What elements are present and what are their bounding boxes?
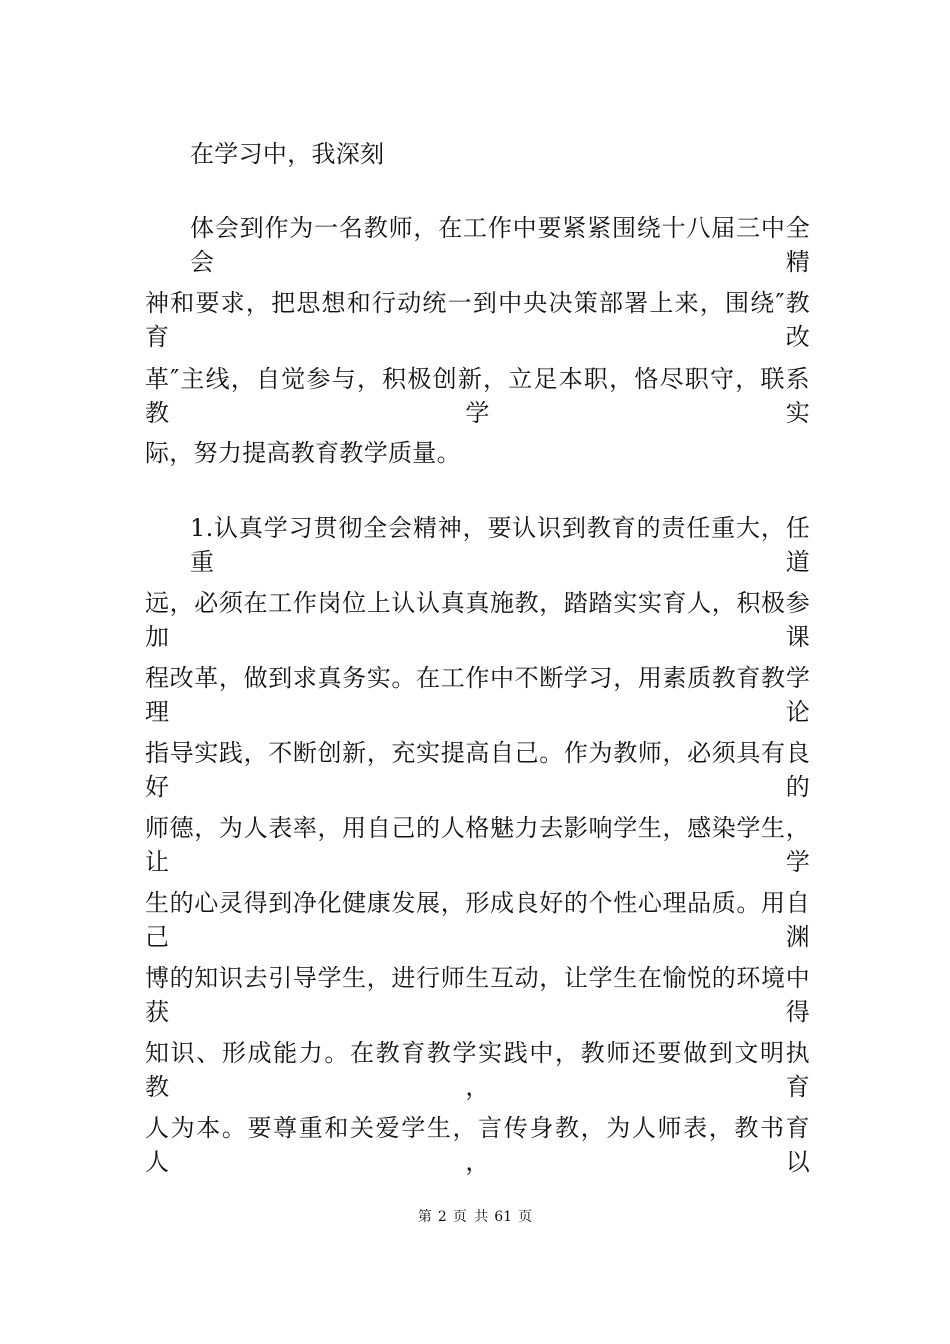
text-line: 神和要求，把思想和行动统一到中央决策部署上来，围绕″教育改 — [145, 289, 810, 351]
footer-total-pages: 61 — [494, 1209, 513, 1225]
paragraph-opening: 在学习中，我深刻 — [190, 140, 385, 168]
text-line: 际，努力提高教育教学质量。 — [145, 439, 461, 467]
text-line: 体会到作为一名教师，在工作中要紧紧围绕十八届三中全会精 — [190, 214, 810, 276]
footer-prefix: 第 — [417, 1209, 432, 1225]
text-line: 师德，为人表率，用自己的人格魅力去影响学生，感染学生，让学 — [145, 814, 810, 876]
text-line: 博的知识去引导学生，进行师生互动，让学生在愉悦的环境中获得 — [145, 964, 810, 1026]
text-line: 知识、形成能力。在教育教学实践中，教师还要做到文明执教，育 — [145, 1039, 810, 1101]
page-footer — [0, 1207, 950, 1227]
text-line: 远，必须在工作岗位上认认真真施教，踏踏实实育人，积极参加课 — [145, 589, 810, 651]
text-line: 指导实践，不断创新，充实提高自己。作为教师，必须具有良好的 — [145, 739, 810, 801]
text-line: 程改革，做到求真务实。在工作中不断学习，用素质教育教学理论 — [145, 664, 810, 726]
footer-page-number: 2 — [437, 1209, 447, 1225]
footer-suffix: 页 — [518, 1209, 533, 1225]
text-line: 1.认真学习贯彻全会精神，要认识到教育的责任重大，任重道 — [190, 514, 810, 576]
text-line: 生的心灵得到净化健康发展，形成良好的个性心理品质。用自己渊 — [145, 889, 810, 951]
text-line: 革″主线，自觉参与，积极创新，立足本职，恪尽职守，联系教学实 — [145, 365, 810, 427]
footer-mid: 页 共 — [452, 1209, 489, 1225]
text-line: 人为本。要尊重和关爱学生，言传身教，为人师表，教书育人，以 — [145, 1114, 810, 1176]
